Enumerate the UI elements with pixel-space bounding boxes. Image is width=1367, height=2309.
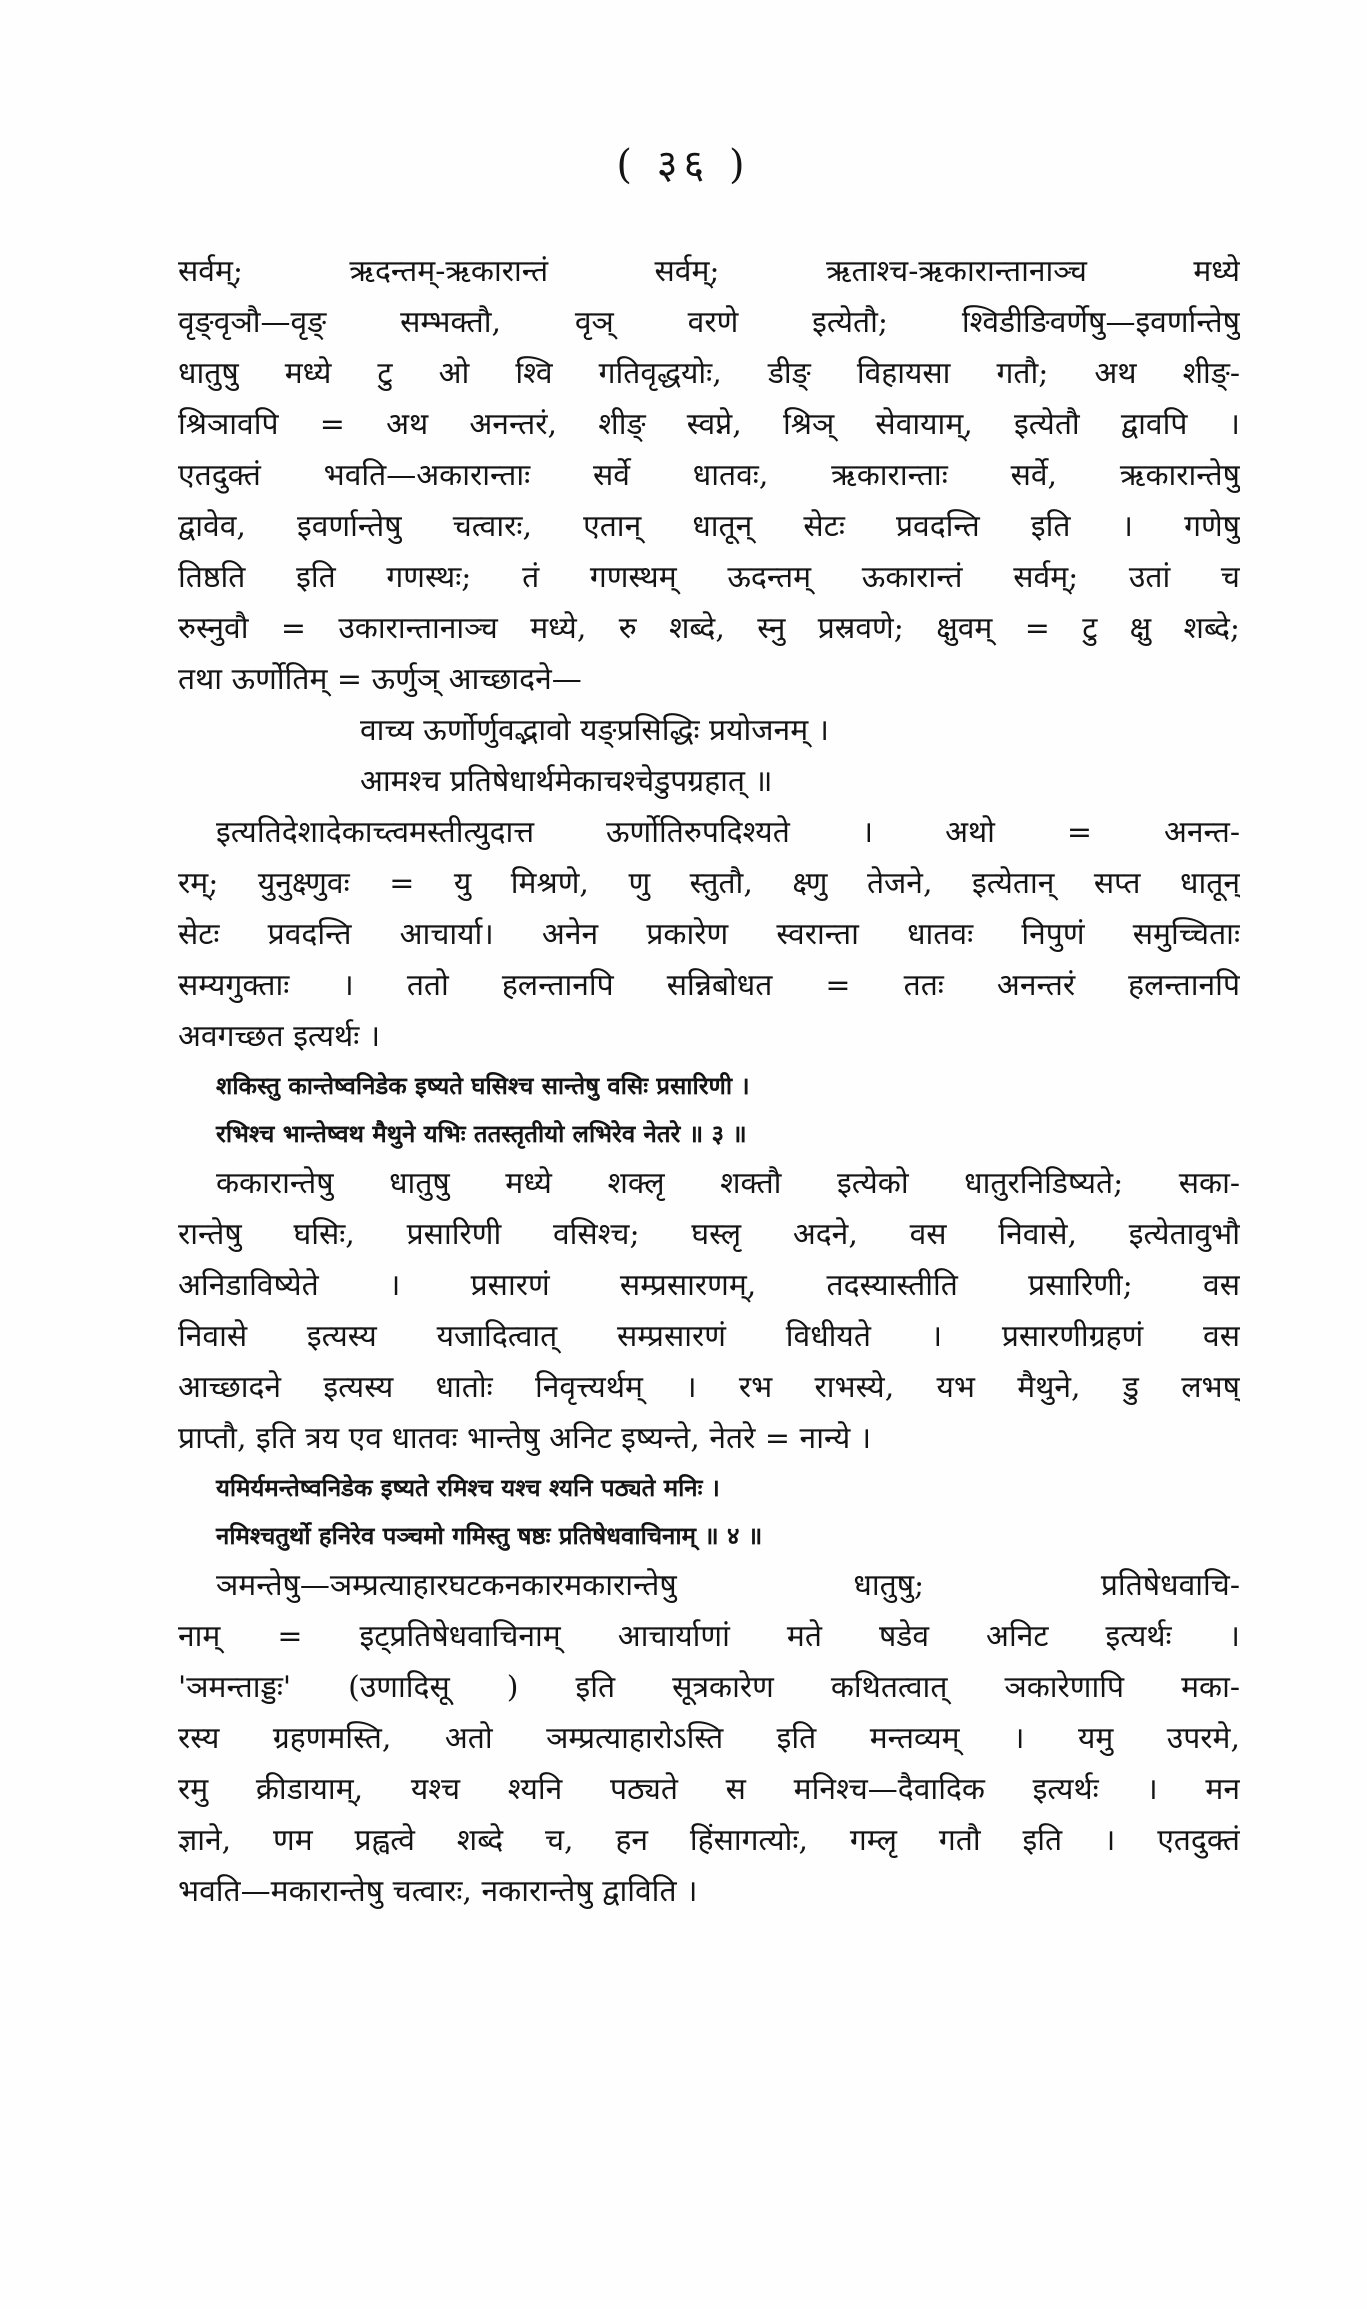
karika-3 — [178, 1062, 1240, 1158]
text-line: ज्ञाने, णम प्रह्वत्वे शब्दे च, हन हिंसागत्योः, गम्लृ गतौ इति । एतदुक्तं — [178, 1823, 1240, 1858]
text-line: वृङ्वृञौ—वृङ् सम्भक्तौ, वृञ् वरणे इत्येतौ; श्विडीङिवर्णेषु—इवर्णान्तेषु — [178, 305, 1240, 340]
paragraph-3 — [178, 1158, 1240, 1464]
text-line: रुस्नुवौ = उकारान्तानाञ्च मध्ये, रु शब्दे, स्नु प्रस्रवणे; क्षुवम् = टु क्षु शब्दे; — [178, 611, 1240, 646]
text-line: ककारान्तेषु धातुषु मध्ये शक्लृ शक्तौ इत्येको धातुरनिडिष्यते; सका- — [216, 1166, 1240, 1201]
text-line: अनिडाविष्येते । प्रसारणं सम्प्रसारणम्, तदस्यास्तीति प्रसारिणी; वस — [178, 1268, 1240, 1303]
verse-line: वाच्य ऊर्णोर्णुवद्भावो यङ्प्रसिद्धिः प्रयोजनम् । — [360, 713, 830, 748]
text-line: एतदुक्तं भवति—अकारान्ताः सर्वे धातवः, ऋकारान्ताः सर्वे, ऋकारान्तेषु — [178, 458, 1240, 493]
text-line: सर्वम्; ऋदन्तम्-ऋकारान्तं सर्वम्; ऋताश्च-ऋकारान्तानाञ्च मध्ये — [178, 254, 1240, 289]
text-line: धातुषु मध्ये टु ओ श्वि गतिवृद्धयोः, डीङ् विहायसा गतौ; अथ शीङ्- — [178, 356, 1240, 391]
text-line: सेटः प्रवदन्ति आचार्या। अनेन प्रकारेण स्वरान्ता धातवः निपुणं समुच्चिताः — [178, 917, 1240, 952]
page-body — [178, 246, 1240, 1917]
text-line: प्राप्तौ, इति त्रय एव धातवः भान्तेषु अनिट इष्यन्ते, नेतरे = नान्ये । — [178, 1421, 872, 1456]
karika-line: यमिर्यमन्तेष्वनिडेक इष्यते रमिश्च यश्च श्यनि पठ्यते मनिः । — [216, 1473, 720, 1502]
text-line: 'ञमन्ताड्डः' (उणादिसू ) इति सूत्रकारेण कथितत्वात् ञकारेणापि मका- — [178, 1670, 1240, 1705]
page-number: ( ३६ ) — [616, 142, 751, 188]
text-line: अवगच्छत इत्यर्थः । — [178, 1019, 381, 1054]
text-line: रस्य ग्रहणमस्ति, अतो ञम्प्रत्याहारोऽस्ति इति मन्तव्यम् । यमु उपरमे, — [178, 1721, 1240, 1756]
text-line: भवति—मकारान्तेषु चत्वारः, नकारान्तेषु द्वाविति । — [178, 1874, 698, 1909]
paragraph-2 — [178, 807, 1240, 1062]
text-line: सम्यगुक्ताः । ततो हलन्तानपि सन्निबोधत = ततः अनन्तरं हलन्तानपि — [178, 968, 1240, 1003]
text-line: तथा ऊर्णोतिम् = ऊर्णुञ् आच्छादने— — [178, 662, 582, 697]
text-line: रान्तेषु घसिः, प्रसारिणी वसिश्च; घस्लृ अदने, वस निवासे, इत्येतावुभौ — [178, 1217, 1240, 1252]
text-line: द्वावेव, इवर्णान्तेषु चत्वारः, एतान् धातून् सेटः प्रवदन्ति इति । गणेषु — [178, 509, 1240, 544]
text-line: ञमन्तेषु—ञम्प्रत्याहारघटकनकारमकारान्तेषु धातुषु; प्रतिषेधवाचि- — [216, 1568, 1240, 1603]
text-line: आच्छादने इत्यस्य धातोः निवृत्त्यर्थम् । रभ राभस्ये, यभ मैथुने, डु लभष् — [178, 1370, 1240, 1405]
verse-line: आमश्च प्रतिषेधार्थमेकाचश्चेडुपग्रहात् ॥ — [360, 764, 773, 799]
text-line: निवासे इत्यस्य यजादित्वात् सम्प्रसारणं विधीयते । प्रसारणीग्रहणं वस — [178, 1319, 1240, 1354]
text-line: तिष्ठति इति गणस्थः; तं गणस्थम् ऊदन्तम् ऊकारान्तं सर्वम्; उतां च — [178, 560, 1240, 595]
paragraph-1 — [178, 246, 1240, 705]
karika-line: रभिश्च भान्तेष्वथ मैथुने यभिः ततस्तृतीयो लभिरेव नेतरे ॥ ३ ॥ — [216, 1119, 747, 1148]
paragraph-4 — [178, 1560, 1240, 1917]
text-line: नाम् = इट्प्रतिषेधवाचिनाम् आचार्याणां मते षडेव अनिट इत्यर्थः । — [178, 1619, 1240, 1654]
text-line: श्रिञावपि = अथ अनन्तरं, शीङ् स्वप्ने, श्रिञ् सेवायाम्, इत्येतौ द्वावपि । — [178, 407, 1240, 442]
text-line: इत्यतिदेशादेकाच्त्वमस्तीत्युदात्त ऊर्णोतिरुपदिश्यते । अथो = अनन्त- — [216, 815, 1240, 850]
quoted-verse — [178, 705, 1240, 807]
karika-line: नमिश्चतुर्थो हनिरेव पञ्चमो गमिस्तु षष्ठः प्रतिषेधवाचिनाम् ॥ ४ ॥ — [216, 1521, 763, 1550]
karika-4 — [178, 1464, 1240, 1560]
text-line: रमु क्रीडायाम्, यश्च श्यनि पठ्यते स मनिश्च—दैवादिक इत्यर्थः । मन — [178, 1772, 1240, 1807]
karika-line: शकिस्तु कान्तेष्वनिडेक इष्यते घसिश्च सान्तेषु वसिः प्रसारिणी । — [216, 1071, 750, 1100]
text-line: रम्; युनुक्ष्णुवः = यु मिश्रणे, णु स्तुतौ, क्ष्णु तेजने, इत्येतान् सप्त धातून् — [178, 866, 1240, 901]
